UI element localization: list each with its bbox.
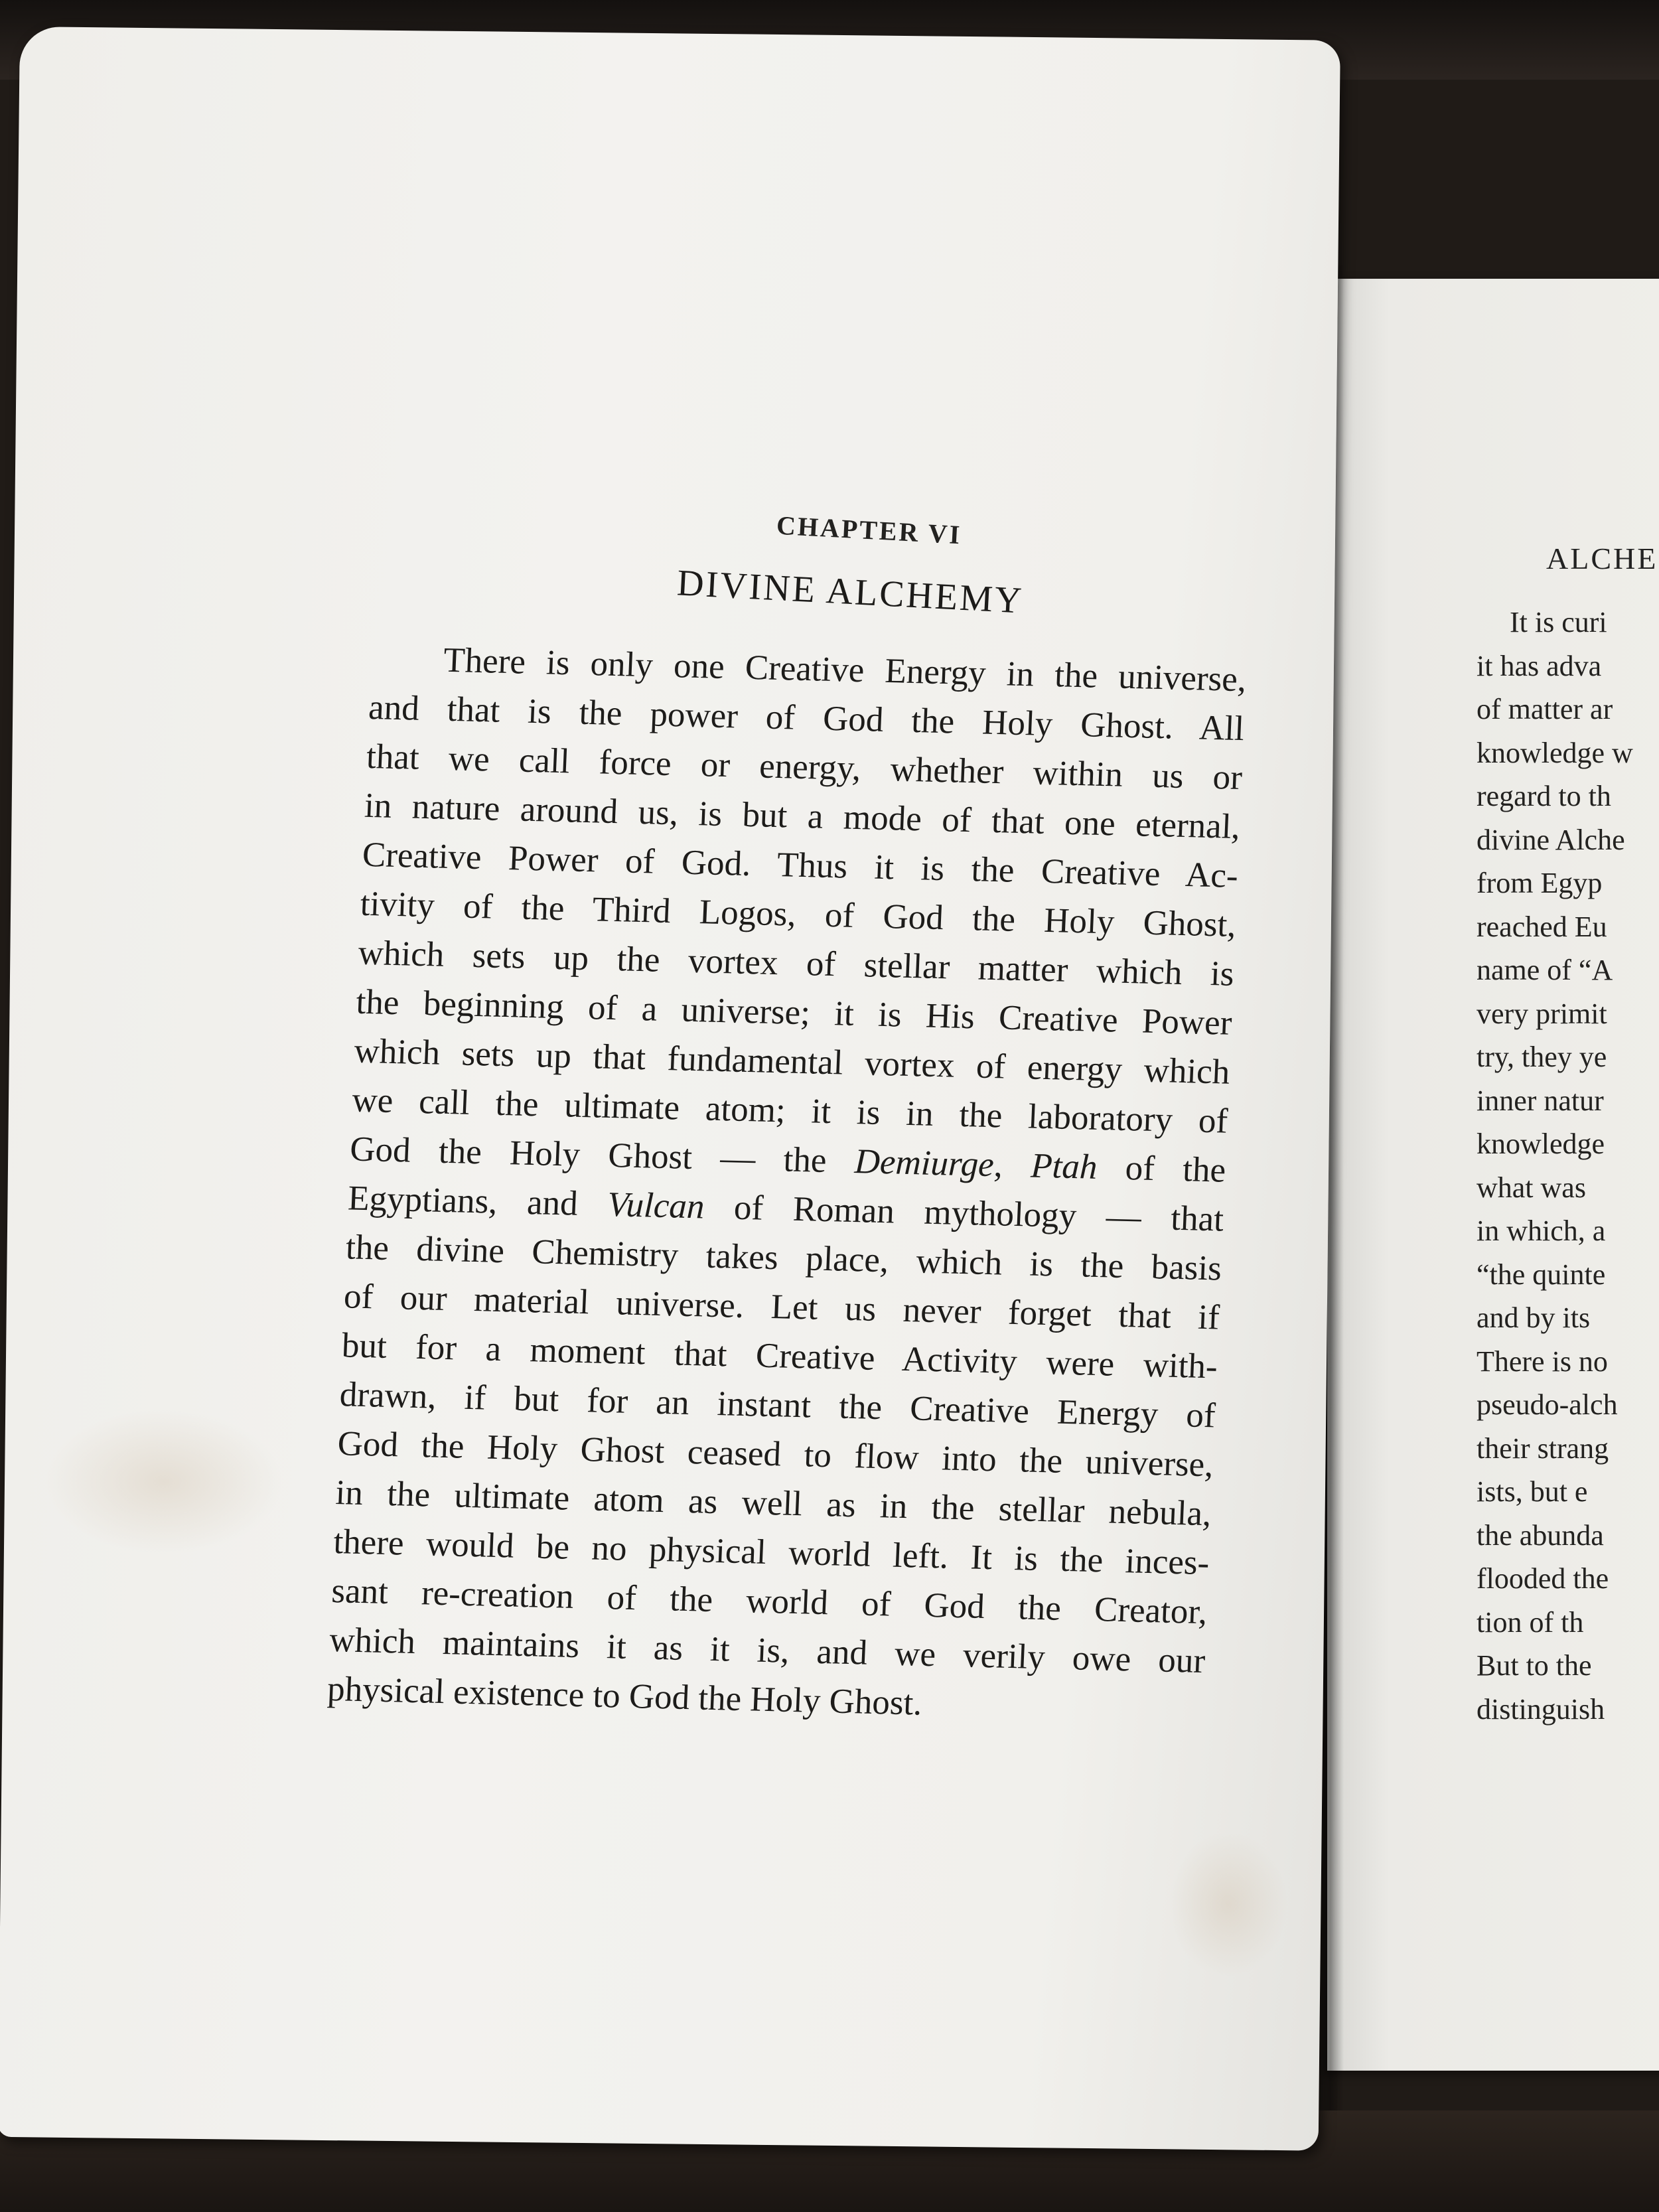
text-line: divine Alche	[1477, 823, 1625, 856]
text-line: knowledge w	[1477, 736, 1633, 769]
text-line: physical existence to God the Holy Ghost.	[326, 1669, 923, 1723]
text-line: and by its	[1477, 1301, 1591, 1334]
italic-term: Demiurge	[853, 1142, 995, 1185]
text-line: tion of th	[1477, 1605, 1584, 1639]
text-line: the abunda	[1477, 1518, 1604, 1552]
text-line: It is curi	[1510, 606, 1607, 638]
text-line: There is no	[1477, 1345, 1608, 1378]
text-line: reached Eu	[1477, 910, 1607, 943]
text-line: inner natur	[1477, 1084, 1604, 1117]
text-line: drawn, if but for an instant the Creative Energy of	[338, 1375, 1216, 1436]
chapter-title: DIVINE ALCHEMY	[676, 562, 1025, 622]
text-line: we call the ultimate atom; it is in the laboratory of	[351, 1080, 1229, 1141]
paper-stain	[44, 1408, 284, 1556]
text-line: that we call force or energy, whether within us or	[366, 737, 1244, 798]
text-line: from Egyp	[1477, 867, 1603, 899]
chapter-body-text	[326, 634, 1248, 1735]
italic-term: Ptah	[1030, 1146, 1098, 1187]
text-line: of matter ar	[1477, 693, 1613, 725]
text-line: which sets up the vortex of stellar matter which is	[357, 933, 1235, 994]
text-line: and that is the power of God the Holy Ghost. All	[368, 688, 1246, 749]
text-line: Egyptians, and Vulcan of Roman mythology — that	[347, 1179, 1225, 1239]
italic-term: Vulcan	[607, 1185, 705, 1226]
text-line: “the quinte	[1477, 1258, 1606, 1291]
text-line: regard to th	[1477, 780, 1611, 812]
text-line: pseudo-alch	[1477, 1388, 1618, 1421]
text-line: what was	[1477, 1171, 1586, 1204]
text-line: very primit	[1477, 997, 1607, 1030]
text-line: God the Holy Ghost ceased to flow into the universe,	[336, 1424, 1214, 1485]
text-line: the divine Chemistry takes place, which is the basis	[345, 1228, 1223, 1288]
text-line: knowledge	[1477, 1128, 1605, 1160]
text-line: of our material universe. Let us never forget that if	[342, 1277, 1220, 1337]
text-line: flooded the	[1477, 1562, 1609, 1595]
text-line: tivity of the Third Logos, of God the Holy Ghost,	[359, 884, 1237, 944]
chapter-label: CHAPTER VI	[776, 510, 963, 550]
text-line: There is only one Creative Energy in the universe,	[443, 640, 1248, 700]
text-line: in nature around us, is but a mode of that one eternal,	[363, 786, 1241, 847]
text-line: in the ultimate atom as well as in the stellar nebula,	[334, 1473, 1212, 1534]
text-line: sant re-creation of the world of God the Creator,	[330, 1571, 1208, 1632]
text-line: it has adva	[1477, 649, 1602, 682]
text-line: their strang	[1477, 1432, 1609, 1465]
text-line: but for a moment that Creative Activity were with-	[340, 1326, 1218, 1386]
text-line: But to the	[1477, 1649, 1592, 1682]
paper-stain	[1167, 1830, 1288, 1978]
text-line: distinguish	[1477, 1692, 1605, 1726]
right-page-heading: ALCHE	[1546, 542, 1658, 575]
text-line: there would be no physical world left. It is the inces-	[332, 1522, 1210, 1583]
text-line: the beginning of a universe; it is His Creative Power	[355, 982, 1233, 1043]
text-line: Creative Power of God. Thus it is the Creative Ac-	[361, 835, 1239, 895]
text-line: in which, a	[1477, 1215, 1606, 1247]
text-line: which maintains it as it is, and we verily owe our	[328, 1620, 1206, 1681]
right-page-text	[1477, 601, 1659, 1731]
text-line: which sets up that fundamental vortex of energy which	[353, 1031, 1231, 1092]
text-line: God the Holy Ghost — the Demiurge, Ptah of the	[349, 1130, 1227, 1190]
text-line: name of “A	[1477, 954, 1613, 986]
text-line: ists, but e	[1477, 1475, 1588, 1508]
text-line: try, they ye	[1477, 1041, 1607, 1073]
